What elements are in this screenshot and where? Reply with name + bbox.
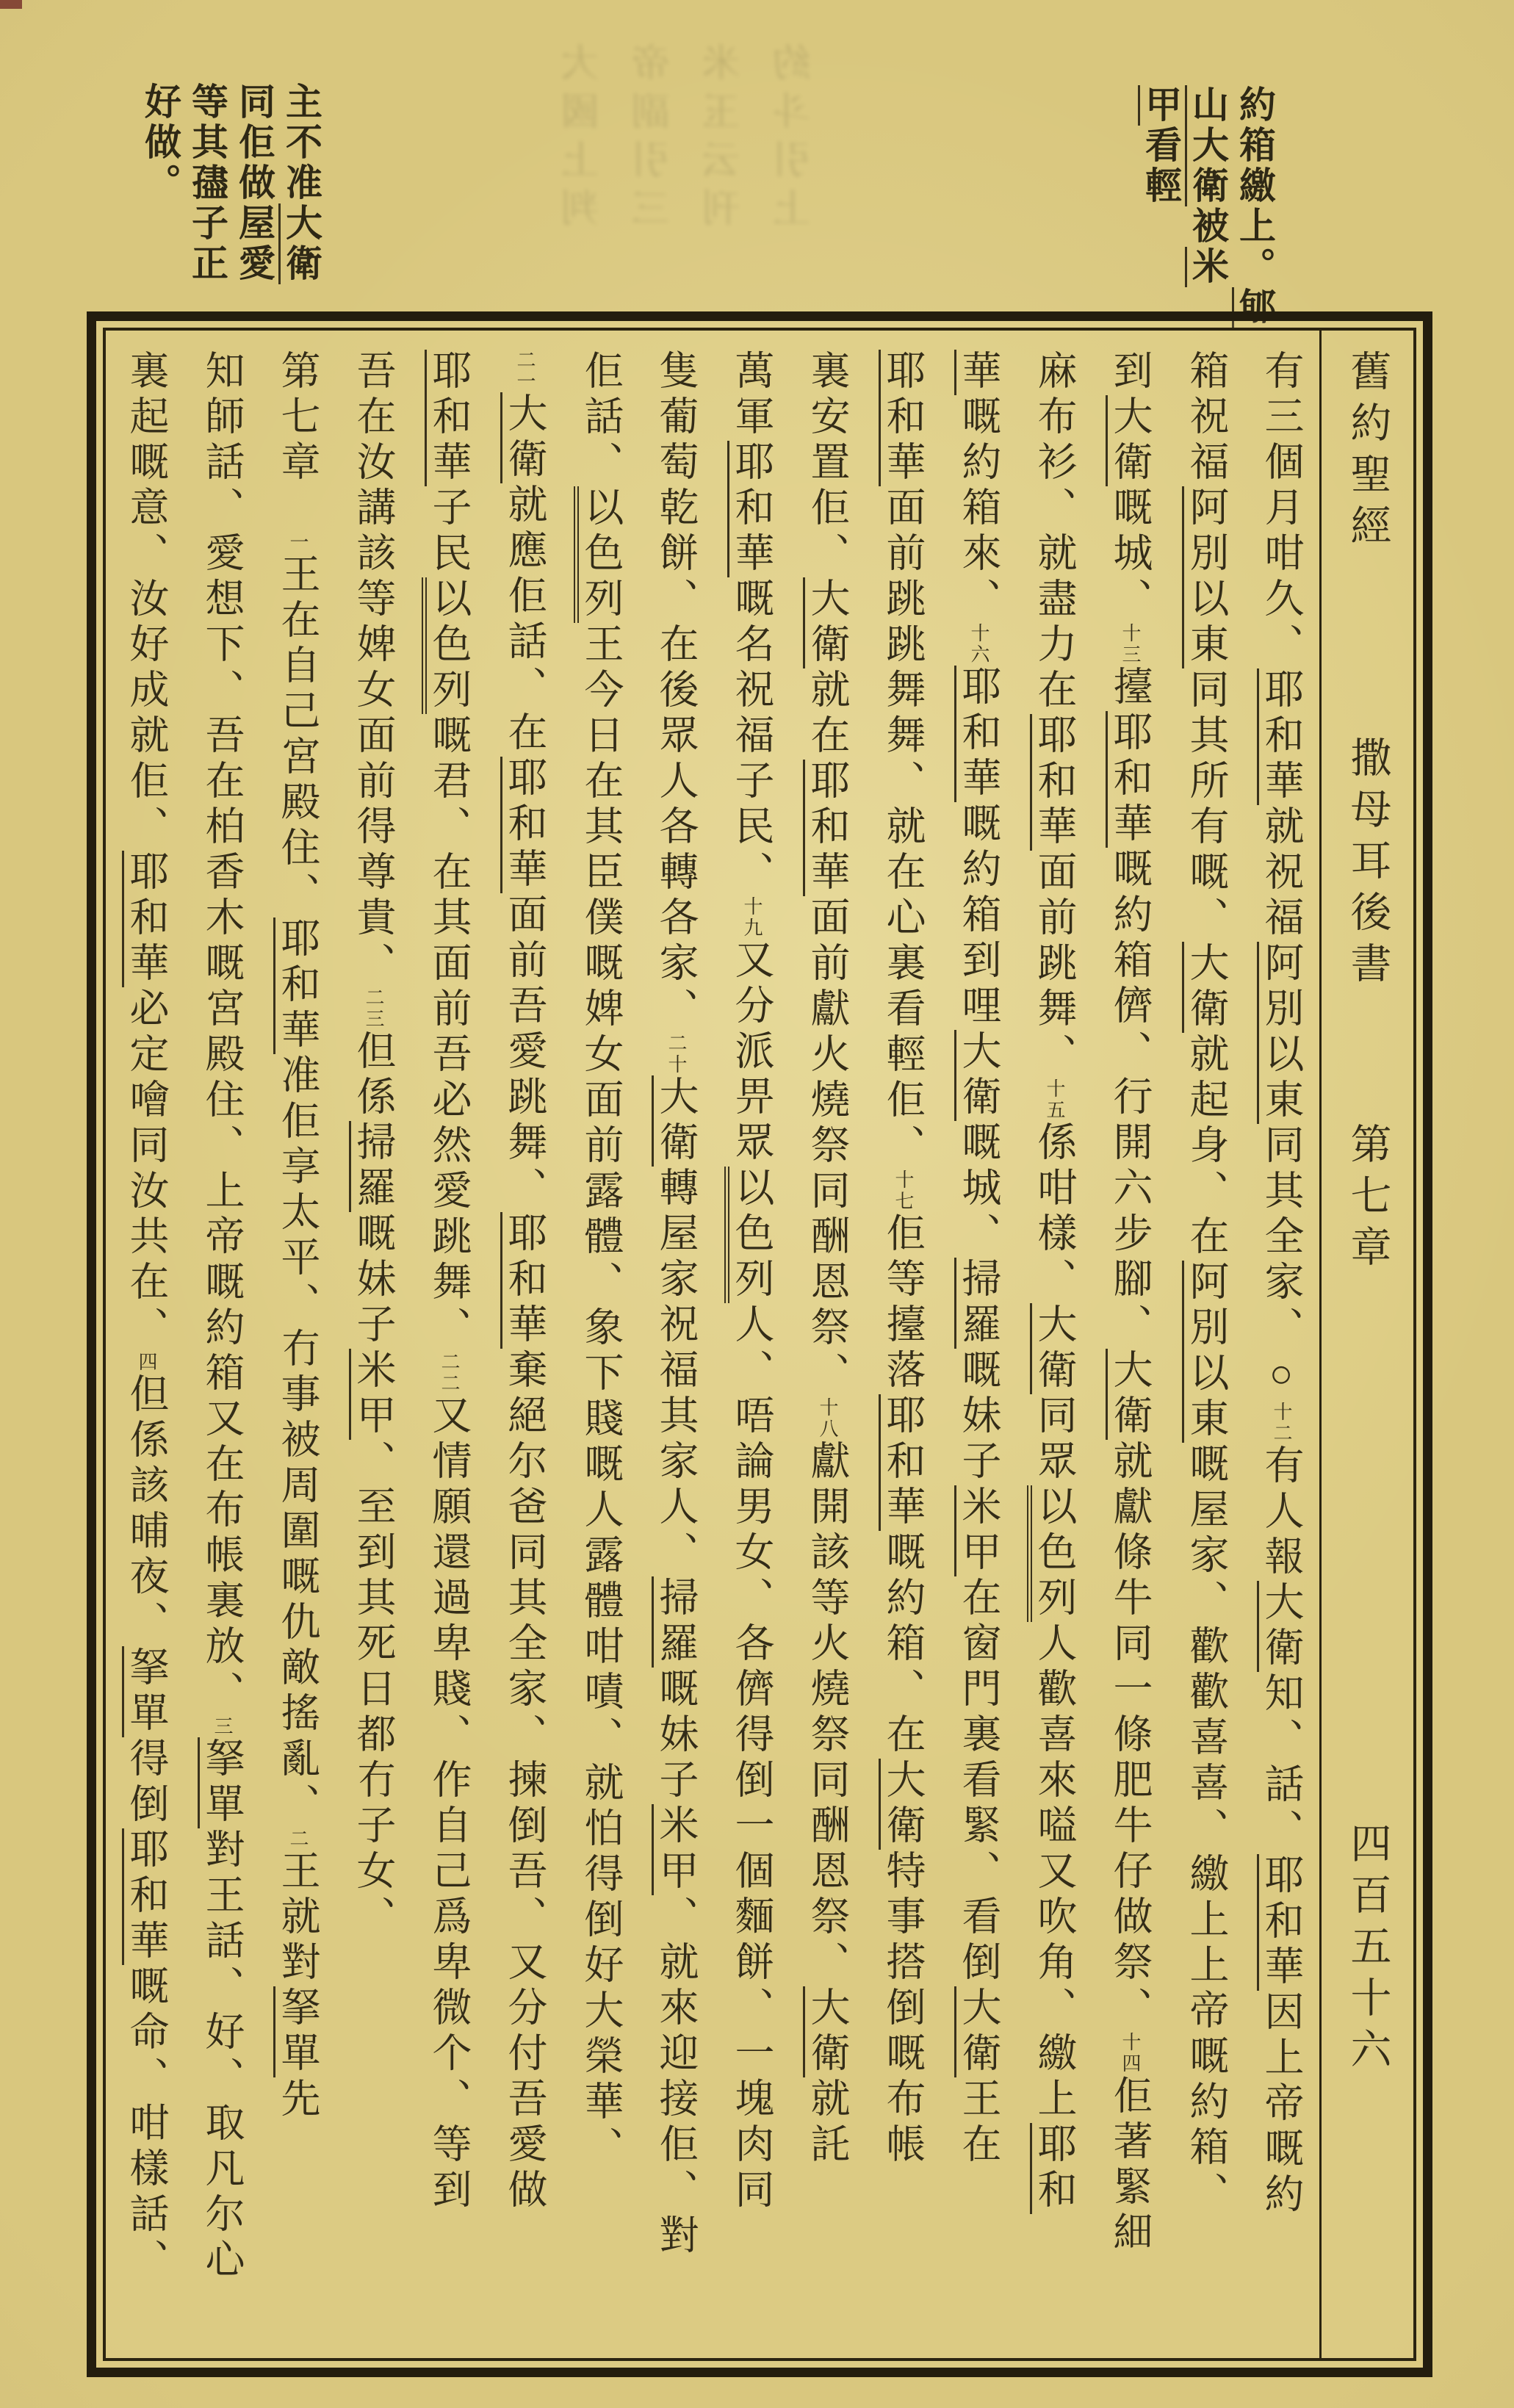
proper-noun-mark: 耶和華 bbox=[879, 1394, 925, 1531]
proper-noun-mark: 米 bbox=[1185, 247, 1228, 287]
proper-noun-mark: 阿別以東 bbox=[1182, 1261, 1228, 1443]
proper-noun-mark: 大衛 bbox=[1106, 395, 1152, 486]
proper-noun-mark: 華 bbox=[954, 350, 1001, 395]
proper-noun-mark: 大衛 bbox=[500, 392, 547, 483]
proper-noun-mark: 拏單 bbox=[198, 1737, 244, 1828]
text-column: 知師話、愛想下、吾在柏香木嘅宮殿住、上帝嘅約箱又在布帳裏放、三拏單對王話、好、取凡尔心 bbox=[184, 350, 260, 2358]
proper-noun-mark: 耶和華 bbox=[727, 441, 774, 577]
text-column: 甲看輕 bbox=[1137, 85, 1184, 328]
text-column: 二一大衛就應佢話、在耶和華面前吾愛跳舞、耶和華棄絕尔爸同其全家、揀倒吾、又分付吾愛做 bbox=[487, 350, 563, 2358]
proper-noun-mark: 耶和華 bbox=[954, 666, 1001, 802]
proper-noun-mark: 耶和華 bbox=[879, 350, 925, 486]
proper-noun-mark: 掃羅 bbox=[652, 1576, 698, 1668]
proper-noun-mark: 大衛 bbox=[954, 1986, 1001, 2077]
text-column: 約箱繳上。郇 bbox=[1231, 85, 1278, 328]
verse-number: 十八 bbox=[817, 1397, 838, 1440]
scripture-text-columns bbox=[106, 331, 1319, 2358]
proper-noun-mark: 耶和華 bbox=[1257, 1854, 1303, 1991]
proper-noun-mark: 米甲 bbox=[349, 1349, 395, 1440]
proper-noun-mark: 以色列 bbox=[574, 486, 623, 623]
proper-noun-mark: 大衛 bbox=[1185, 126, 1228, 206]
verse-number: 十三 bbox=[1120, 623, 1141, 666]
proper-noun-mark: 拏單 bbox=[273, 1986, 320, 2077]
proper-noun-mark: 掃羅 bbox=[954, 1258, 1001, 1349]
verse-number: 三 bbox=[212, 1716, 233, 1737]
verse-number: 十九 bbox=[741, 896, 763, 939]
proper-noun-mark: 耶和華 bbox=[122, 1828, 168, 1965]
proper-noun-mark: 耶和華 bbox=[425, 350, 471, 486]
proper-noun-mark: 大衛 bbox=[879, 1759, 925, 1850]
text-column: 吾在汝講該等婢女面前得尊貴、二三但係掃羅嘅妹子米甲、至到其死日都冇子女、 bbox=[336, 350, 411, 2358]
proper-noun-mark: 耶和華 bbox=[273, 918, 320, 1054]
verse-number: 二二 bbox=[439, 1352, 460, 1394]
page-frame-inner bbox=[103, 328, 1416, 2361]
testament-title: 舊約聖經 bbox=[1344, 350, 1391, 555]
margin-annotation-left bbox=[137, 82, 325, 284]
margin-annotation-right bbox=[1137, 85, 1278, 328]
text-column: 裏起嘅意、汝好成就佢、耶和華必定噲同汝共在、四但係該晡夜、拏單得倒耶和華嘅命、咁樣話、 bbox=[109, 350, 184, 2358]
proper-noun-mark: 耶和華 bbox=[803, 760, 849, 896]
verse-number: 二 bbox=[287, 1828, 309, 1850]
proper-noun-mark: 耶和華 bbox=[500, 1212, 547, 1349]
text-column: 大國上判 bbox=[563, 43, 605, 237]
page-frame bbox=[87, 311, 1432, 2377]
text-column: 有三個月咁久、耶和華就祝福阿別以東同其全家、○十二有人報大衛知、話、耶和華因上帝嘅約 bbox=[1244, 350, 1319, 2358]
proper-noun-mark: 大衛 bbox=[1030, 1303, 1076, 1394]
proper-noun-mark: 阿別以東 bbox=[1182, 486, 1228, 668]
chapter-label: 第七章 bbox=[1344, 1122, 1391, 1277]
text-column: 主不准大衛 bbox=[278, 82, 325, 284]
text-column: 耶和華面前跳跳舞舞、就在心裏看輕佢、十七佢等擡落耶和華嘅約箱、在大衛特事搭倒嘅布帳 bbox=[865, 350, 941, 2358]
proper-noun-mark: 耶和華 bbox=[500, 757, 547, 893]
text-column: 第七章 一王在自己宮殿住、耶和華准佢享太平、冇事被周圍嘅仇敵搖亂、二王就對拏單先 bbox=[260, 350, 336, 2358]
verse-number: 一 bbox=[287, 532, 309, 553]
verse-number: 二三 bbox=[363, 987, 384, 1030]
page-number: 四百五十六 bbox=[1344, 1822, 1391, 2079]
proper-noun-mark: 米甲 bbox=[954, 1485, 1001, 1576]
proper-noun-mark: 郇 bbox=[1232, 287, 1275, 328]
proper-noun-mark: 甲 bbox=[1138, 85, 1181, 126]
verse-number: 四 bbox=[136, 1352, 157, 1373]
verse-number: 十七 bbox=[893, 1169, 914, 1212]
proper-noun-mark: 拏單 bbox=[122, 1646, 168, 1737]
proper-noun-mark: 耶和華 bbox=[1030, 714, 1076, 851]
book-title: 撒母耳後書 bbox=[1344, 736, 1391, 993]
proper-noun-mark: 以色列 bbox=[724, 1167, 774, 1303]
verse-number: 十四 bbox=[1120, 2032, 1141, 2074]
proper-noun-mark: 耶和華 bbox=[122, 851, 168, 987]
text-column: 米玉云刊 bbox=[704, 43, 746, 237]
proper-noun-mark: 阿別以東 bbox=[1257, 942, 1303, 1124]
proper-noun-mark: 耶和華 bbox=[1106, 711, 1152, 848]
bleedthrough-text bbox=[549, 43, 832, 237]
verse-number: 十五 bbox=[1044, 1078, 1065, 1121]
text-column: 好做。 bbox=[140, 82, 181, 203]
proper-noun-mark: 大衛 bbox=[278, 203, 322, 284]
proper-noun-mark: 大衛 bbox=[1106, 1349, 1152, 1440]
text-column: 耶和華子民以色列嘅君、在其面前吾必然愛跳舞、二二又情願還過卑賤、作自己爲卑微个、等到 bbox=[411, 350, 487, 2358]
proper-noun-mark: 耶和 bbox=[1030, 2123, 1076, 2214]
text-column: 同佢做屋愛 bbox=[234, 82, 275, 284]
verse-number: 二一 bbox=[514, 350, 536, 392]
verse-number: 十二 bbox=[1271, 1402, 1292, 1444]
text-column: 佢話、以色列王今日在其臣僕嘅婢女面前露體、象下賤嘅人露體咁嘖、就怕得倒好大榮華、 bbox=[563, 350, 638, 2358]
proper-noun-mark: 大衛 bbox=[1257, 1581, 1303, 1672]
text-column: 帝副引三 bbox=[634, 43, 676, 237]
proper-noun-mark: 大衛 bbox=[1182, 942, 1228, 1033]
proper-noun-mark: 大衛 bbox=[803, 577, 849, 668]
text-column: 等其孻子正 bbox=[187, 82, 228, 284]
proper-noun-mark: 大衛 bbox=[954, 1030, 1001, 1121]
proper-noun-mark: 米甲 bbox=[652, 1804, 698, 1895]
text-column: 約斗引上 bbox=[775, 43, 817, 237]
corner-ink-mark bbox=[0, 0, 22, 9]
proper-noun-mark: 以色列 bbox=[1027, 1485, 1076, 1622]
verse-number: 十六 bbox=[968, 623, 989, 666]
proper-noun-mark: 掃羅 bbox=[349, 1121, 395, 1212]
text-column: 裏安置佢、大衛就在耶和華面前獻火燒祭同酬恩祭、十八獻開該等火燒祭同酬恩祭、大衛就託 bbox=[790, 350, 865, 2358]
text-column: 華嘅約箱來、十六耶和華嘅約箱到哩大衛嘅城、掃羅嘅妹子米甲在窗門裏看緊、看倒大衛王在 bbox=[941, 350, 1017, 2358]
text-column: 山大衛被米 bbox=[1184, 85, 1231, 328]
proper-noun-mark: 耶和華 bbox=[1257, 668, 1303, 805]
running-head-column bbox=[1319, 331, 1413, 2358]
proper-noun-mark: 大衛 bbox=[803, 1986, 849, 2077]
text-column: 麻布衫、就盡力在耶和華面前跳舞、十五係咁樣、大衛同眾以色列人歡喜來嗌又吹角、繳上耶和 bbox=[1017, 350, 1092, 2358]
proper-noun-mark: 大衛 bbox=[652, 1075, 698, 1167]
text-column: 箱祝福阿別以東同其所有嘅、大衛就起身、在阿別以東嘅屋家、歡歡喜喜、繳上上帝嘅約箱、 bbox=[1168, 350, 1244, 2358]
proper-noun-mark: 山 bbox=[1185, 85, 1228, 126]
text-column: 到大衛嘅城、十三擡耶和華嘅約箱儕、行開六步腳、大衛就獻條牛同一條肥牛仔做祭、十四佢著緊細 bbox=[1092, 350, 1168, 2358]
verse-number: 二十 bbox=[666, 1033, 687, 1075]
text-column: 萬軍耶和華嘅名祝福子民、十九又分派畀眾以色列人、唔論男女、各儕得倒一個麵餅、一塊肉同 bbox=[714, 350, 790, 2358]
text-column: 隻葡萄乾餅、在後眾人各轉各家、二十大衛轉屋家祝福其家人、掃羅嘅妹子米甲、就來迎接佢、對 bbox=[638, 350, 714, 2358]
proper-noun-mark: 以色列 bbox=[422, 577, 471, 714]
